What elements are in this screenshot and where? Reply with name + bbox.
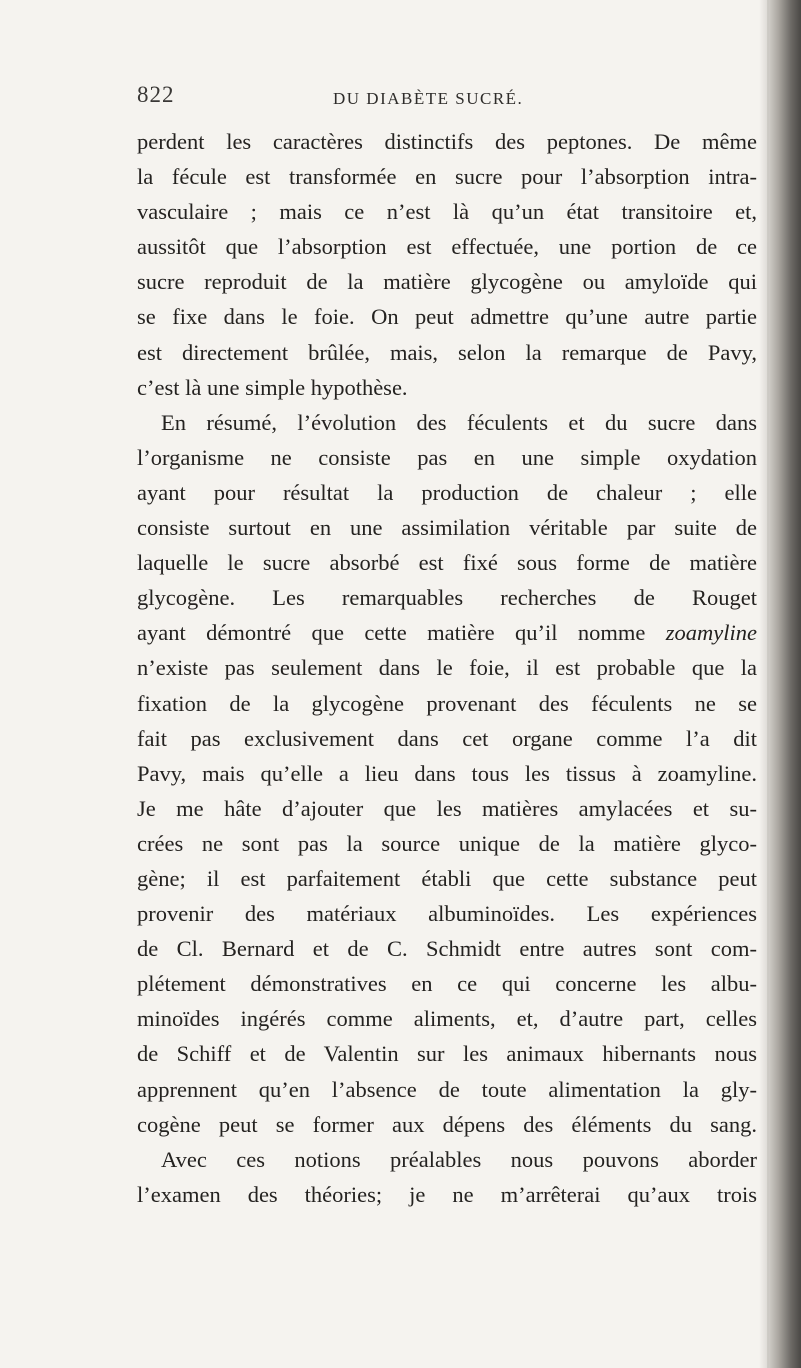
text-line: laquelle le sucre absorbé est fixé sous forme de matière — [137, 550, 757, 576]
text-line: aussitôt que l’absorption est effectuée, une portion de ce — [137, 234, 757, 260]
running-title: DU DIABÈTE SUCRÉ. — [333, 89, 524, 108]
text-line: de Cl. Bernard et de C. Schmidt entre autres sont com- — [137, 936, 757, 962]
text-line: de Schiff et de Valentin sur les animaux hibernants nous — [137, 1041, 757, 1067]
page-edge-shadow — [767, 0, 801, 1368]
text-line: n’existe pas seulement dans le foie, il est probable que la — [137, 655, 757, 681]
text-line: perdent les caractères distinctifs des peptones. De même — [137, 129, 757, 154]
text-line: plétement démonstratives en ce qui concerne les albu- — [137, 971, 757, 997]
text-line: glycogène. Les remarquables recherches de Rouget — [137, 585, 757, 611]
text-line: apprennent qu’en l’absence de toute alimentation la gly- — [137, 1076, 757, 1102]
text-line: Avec ces notions préalables nous pouvons aborder — [161, 1146, 757, 1172]
page-header — [137, 78, 757, 118]
page-number: 822 — [137, 82, 175, 107]
body-text — [137, 124, 757, 1212]
text-line: En résumé, l’évolution des féculents et du sucre dans — [161, 409, 757, 435]
text-line: minoïdes ingérés comme aliments, et, d’autre part, celles — [137, 1006, 757, 1032]
text-line-with-italic — [137, 615, 757, 650]
text-line: Je me hâte d’ajouter que les matières amylacées et su- — [137, 795, 757, 821]
text-line: se fixe dans le foie. On peut admettre qu’une autre partie — [137, 304, 757, 330]
text-line: c’est là une simple hypothèse. — [137, 374, 408, 400]
text-line: ayant pour résultat la production de chaleur ; elle — [137, 479, 757, 505]
text-line: Pavy, mais qu’elle a lieu dans tous les tissus à zoamyline. — [137, 760, 757, 786]
text-line: la fécule est transformée en sucre pour l’absorption intra- — [137, 164, 757, 190]
text-line: consiste surtout en une assimilation véritable par suite de — [137, 515, 757, 541]
text-line: l’organisme ne consiste pas en une simple oxydation — [137, 444, 757, 470]
text-line: fixation de la glycogène provenant des féculents ne se — [137, 690, 757, 716]
text-segment: ayant démontré que cette matière qu’il nomme — [137, 620, 646, 646]
text-line: est directement brûlée, mais, selon la remarque de Pavy, — [137, 339, 757, 365]
text-line: l’examen des théories; je ne m’arrêterai qu’aux trois — [137, 1181, 757, 1207]
text-line: gène; il est parfaitement établi que cette substance peut — [137, 865, 757, 891]
text-line: sucre reproduit de la matière glycogène ou amyloïde qui — [137, 269, 757, 295]
text-line: fait pas exclusivement dans cet organe comme l’a dit — [137, 725, 757, 751]
text-line: crées ne sont pas la source unique de la matière glyco- — [137, 830, 757, 856]
text-line: provenir des matériaux albuminoïdes. Les expériences — [137, 901, 757, 927]
italic-term: zoamyline — [665, 620, 757, 646]
text-line: cogène peut se former aux dépens des éléments du sang. — [137, 1111, 757, 1137]
text-line: vasculaire ; mais ce n’est là qu’un état transitoire et, — [137, 199, 757, 225]
